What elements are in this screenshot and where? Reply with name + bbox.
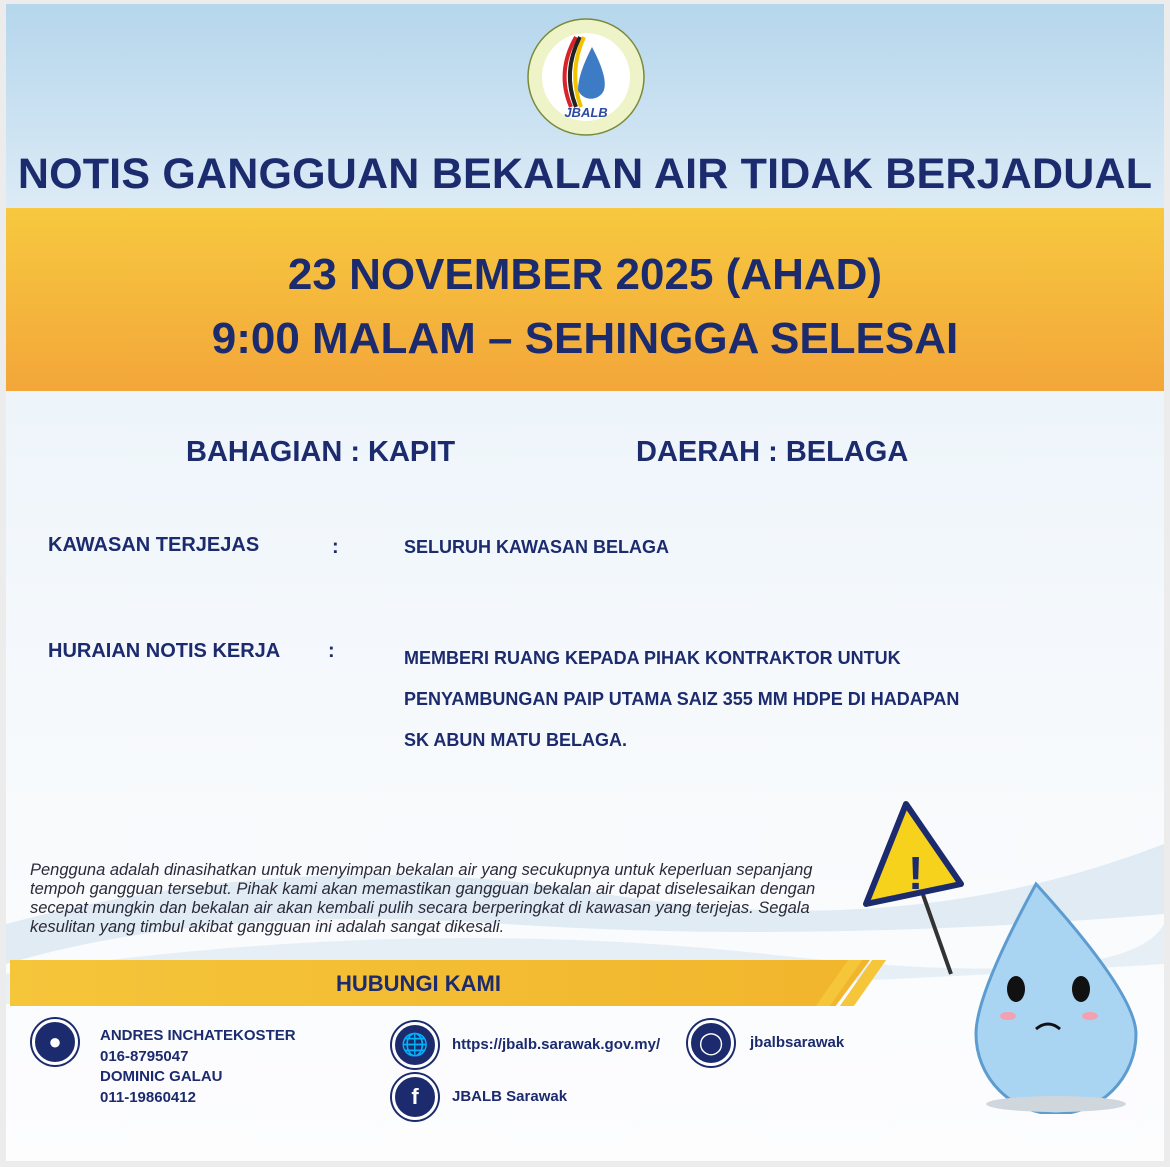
affected-value: SELURUH KAWASAN BELAGA xyxy=(404,537,670,557)
contact-people xyxy=(100,1026,296,1108)
work-line-3: SK ABUN MATU BELAGA. xyxy=(404,730,627,750)
water-drop-mascot xyxy=(836,794,1156,1114)
work-line-1: MEMBERI RUANG KEPADA PIHAK KONTRAKTOR UNTUK xyxy=(404,648,901,668)
contact-phone-1: 016-8795047 xyxy=(100,1047,189,1065)
globe-icon: 🌐 xyxy=(392,1022,438,1068)
contact-name-2: DOMINIC GALAU xyxy=(100,1068,223,1085)
contact-heading: HUBUNGI KAMI xyxy=(336,971,501,996)
schedule-band xyxy=(6,208,1164,391)
schedule-time: 9:00 MALAM – SEHINGGA SELESAI xyxy=(211,314,959,363)
website-link[interactable]: https://jbalb.sarawak.gov.my/ xyxy=(452,1036,661,1053)
contact-name-1: ANDRES INCHATEKOSTER xyxy=(100,1027,296,1044)
work-label: HURAIAN NOTIS KERJA xyxy=(48,640,281,662)
svg-text:!: ! xyxy=(908,847,924,899)
work-colon: : xyxy=(328,640,335,662)
bahagian: BAHAGIAN : KAPIT xyxy=(186,436,456,468)
facebook-icon: f xyxy=(392,1074,438,1120)
svg-text:JBALB: JBALB xyxy=(564,105,608,120)
notice-poster xyxy=(6,4,1164,1161)
instagram-icon: ◯ xyxy=(688,1020,734,1066)
advice-text: Pengguna adalah dinasihatkan untuk menyimpan bekalan air yang secukupnya untuk keperluan sepanjang tempoh gangguan tersebut. Pihak kami akan memastikan gangguan bekalan air dapat diselesaikan dengan secepat mungkin dan bekalan air akan kembali pulih secara berperingkat di kawasan yang terjejas. Segala kesulitan yang timbul akibat gangguan ini adalah sangat dikesali. xyxy=(30,861,816,936)
person-icon: ● xyxy=(32,1019,78,1065)
page-title: NOTIS GANGGUAN BEKALAN AIR TIDAK BERJADUAL xyxy=(17,150,1153,198)
affected-label: KAWASAN TERJEJAS xyxy=(48,534,260,556)
work-line-2: PENYAMBUNGAN PAIP UTAMA SAIZ 355 MM HDPE DI HADAPAN xyxy=(404,689,960,709)
affected-colon: : xyxy=(332,536,339,558)
facebook-link[interactable]: JBALB Sarawak xyxy=(452,1088,568,1105)
daerah: DAERAH : BELAGA xyxy=(636,436,909,468)
jbalb-logo xyxy=(526,12,646,142)
contact-phone-2: 011-19860412 xyxy=(100,1088,196,1106)
instagram-link[interactable]: jbalbsarawak xyxy=(750,1034,845,1051)
schedule-date: 23 NOVEMBER 2025 (AHAD) xyxy=(287,250,883,299)
